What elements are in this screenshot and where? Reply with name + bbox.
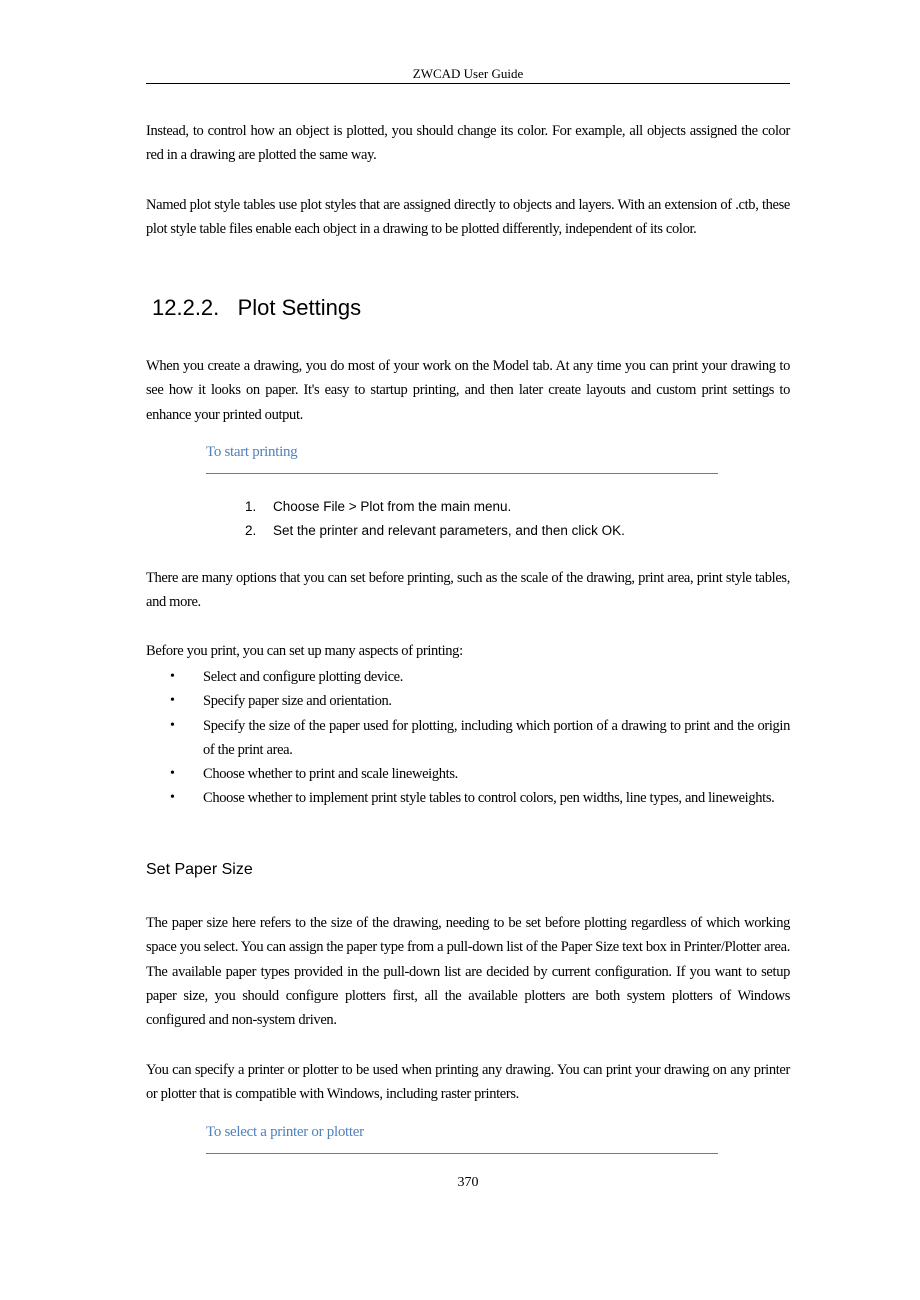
paragraph: The paper size here refers to the size of the drawing, needing to be set before plotting regardless of which working space you select. You can assign the paper type from a pull-down list of the Paper Size text box in Printer/Plotter area. The available paper types provided in the pull-down list are decided by current configuration. If you want to setup paper size, you should configure plotters first, all the available plotters are both system plotters of Windows configured and non-system driven. [146, 915, 790, 1029]
procedure-title: To select a printer or plotter [206, 1124, 364, 1140]
list-item [170, 714, 790, 763]
paragraph: You can specify a printer or plotter to be used when printing any drawing. You can print your drawing on any printer or plotter that is compatible with Windows, including raster printers. [146, 1062, 790, 1103]
list-text: Specify the size of the paper used for plotting, including which portion of a drawing to print and the origin of the print area. [203, 717, 790, 758]
section-heading: 12.2.2. Plot Settings [152, 295, 362, 320]
paragraph: When you create a drawing, you do most of your work on the Model tab. At any time you can print your drawing to see how it looks on paper. It's easy to startup printing, and then later create layouts and custom print settings to enhance your printed output. [146, 358, 790, 423]
list-item [245, 495, 625, 519]
procedure-title: To start printing [206, 444, 298, 460]
list-item [170, 762, 790, 786]
list-text: Choose whether to implement print style tables to control colors, pen widths, line types, and lineweights. [203, 790, 775, 807]
bullet-icon: • [170, 766, 175, 782]
header-divider [146, 83, 790, 84]
paragraph: Instead, to control how an object is plotted, you should change its color. For example, all objects assigned the color red in a drawing are plotted the same way. [146, 123, 790, 164]
bullet-icon: • [170, 693, 175, 709]
bullet-icon: • [170, 717, 175, 733]
page-number: 370 [457, 1175, 479, 1190]
list-text: Choose whether to print and scale lineweights. [203, 766, 458, 783]
bullet-icon: • [170, 669, 175, 684]
list-number: 2. [245, 523, 257, 538]
paragraph: Before you print, you can set up many aspects of printing: [146, 643, 463, 659]
list-number: 1. [245, 499, 257, 514]
list-text: Select and configure plotting device. [203, 669, 404, 685]
list-text: Specify paper size and orientation. [203, 693, 392, 710]
list-item [170, 786, 790, 810]
numbered-list [245, 495, 625, 543]
list-item [170, 689, 790, 713]
list-item [245, 519, 625, 543]
bullet-icon: • [170, 790, 175, 806]
procedure-divider [206, 1153, 718, 1154]
bullet-list [170, 665, 790, 811]
list-item [170, 665, 790, 689]
page-header: ZWCAD User Guide [412, 66, 524, 81]
paragraph: There are many options that you can set before printing, such as the scale of the drawing, print area, print style tables, and more. [146, 570, 790, 611]
paragraph: Named plot style tables use plot styles that are assigned directly to objects and layers. With an extension of .ctb, these plot style table files enable each object in a drawing to be plotted differently, independent of its color. [146, 197, 790, 238]
procedure-divider [206, 473, 718, 474]
list-text: Set the printer and relevant parameters, and then click OK. [273, 523, 625, 538]
subheading: Set Paper Size [146, 861, 253, 878]
list-text: Choose File > Plot from the main menu. [273, 499, 512, 514]
